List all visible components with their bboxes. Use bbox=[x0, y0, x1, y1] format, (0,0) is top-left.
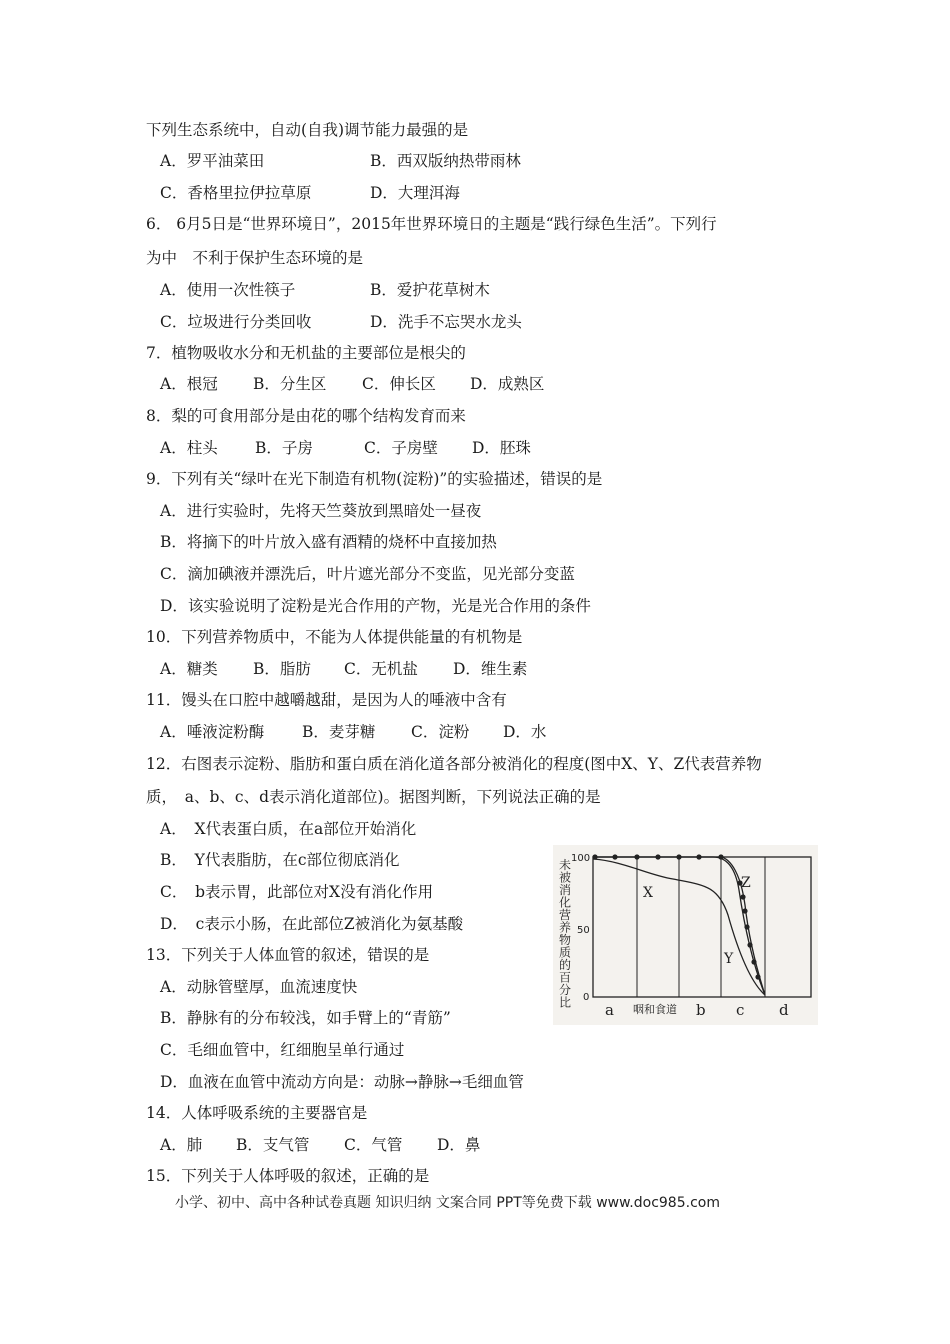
z-point bbox=[740, 894, 745, 899]
q11-stem: 11．馒头在口腔中越嚼越甜，是因为人的唾液中含有 bbox=[146, 691, 507, 709]
q6-option-a: A．使用一次性筷子 bbox=[160, 281, 296, 299]
q5-stem-tail: 下列生态系统中，自动(自我)调节能力最强的是 bbox=[146, 121, 469, 139]
q8-stem: 8．梨的可食用部分是由花的哪个结构发育而来 bbox=[146, 407, 466, 425]
q14-option-c: C．气管 bbox=[344, 1136, 403, 1154]
q11-option-b: B．麦芽糖 bbox=[302, 723, 376, 741]
z-point bbox=[751, 959, 756, 964]
q14-option-d: D．鼻 bbox=[437, 1136, 481, 1154]
q11-option-d: D．水 bbox=[503, 723, 547, 741]
q14-option-b: B．支气管 bbox=[236, 1136, 310, 1154]
z-point bbox=[676, 854, 681, 859]
segment-label-c: c bbox=[736, 1001, 745, 1019]
q13-option-a: A．动脉管壁厚，血流速度快 bbox=[160, 978, 358, 996]
segment-label-b: b bbox=[696, 1001, 706, 1019]
q6-stem-line2: 为中 不利于保护生态环境的是 bbox=[146, 249, 364, 267]
q9-option-a: A．进行实验时，先将天竺葵放到黑暗处一昼夜 bbox=[160, 502, 482, 520]
q13-option-d: D．血液在血管中流动方向是：动脉→静脉→毛细血管 bbox=[160, 1073, 524, 1091]
figure-ylabel: 未被消化营养物质的百分比 bbox=[559, 858, 572, 1010]
q11-option-a: A．唾液淀粉酶 bbox=[160, 723, 265, 741]
z-point bbox=[655, 854, 660, 859]
q11-option-c: C．淀粉 bbox=[411, 723, 470, 741]
q6-option-d: D．洗手不忘哭水龙头 bbox=[370, 313, 522, 331]
ytick-50: 50 bbox=[577, 925, 590, 936]
q8-option-d: D．胚珠 bbox=[472, 439, 531, 457]
q14-stem: 14．人体呼吸系统的主要器官是 bbox=[146, 1104, 368, 1122]
ytick-100: 100 bbox=[571, 853, 591, 864]
q7-option-d: D．成熟区 bbox=[470, 375, 545, 393]
q6-stem-line1: 6． 6月5日是“世界环境日”，2015年世界环境日的主题是“践行绿色生活”。下列行 bbox=[146, 215, 717, 233]
q10-option-b: B．脂肪 bbox=[253, 660, 311, 678]
q10-option-d: D．维生素 bbox=[453, 660, 528, 678]
q7-option-c: C．伸长区 bbox=[362, 375, 436, 393]
z-point bbox=[592, 854, 597, 859]
curve-label-y: Y bbox=[724, 951, 734, 967]
q9-option-d: D．该实验说明了淀粉是光合作用的产物，光是光合作用的条件 bbox=[160, 597, 591, 615]
q7-option-a: A．根冠 bbox=[160, 375, 218, 393]
q10-option-a: A．糖类 bbox=[160, 660, 218, 678]
q5-option-b: B．西双版纳热带雨林 bbox=[370, 152, 521, 170]
digestion-figure-svg bbox=[553, 845, 818, 1025]
z-point bbox=[718, 854, 723, 859]
q7-option-b: B．分生区 bbox=[253, 375, 327, 393]
z-point bbox=[742, 908, 747, 913]
ytick-0: 0 bbox=[583, 992, 590, 1003]
footer-ad: 小学、初中、高中各种试卷真题 知识归纳 文案合同 PPT等免费下载 www.doc985.com bbox=[175, 1195, 720, 1211]
q15-stem: 15．下列关于人体呼吸的叙述，正确的是 bbox=[146, 1167, 430, 1185]
q9-stem: 9．下列有关“绿叶在光下制造有机物(淀粉)”的实验描述，错误的是 bbox=[146, 470, 603, 488]
q12-stem-line1: 12．右图表示淀粉、脂肪和蛋白质在消化道各部分被消化的程度(图中X、Y、Z代表营养物 bbox=[146, 755, 762, 773]
z-point bbox=[696, 854, 701, 859]
curve-label-x: X bbox=[643, 885, 653, 901]
q12-option-c: C． b表示胃，此部位对X没有消化作用 bbox=[160, 883, 434, 901]
segment-label-pharynx: 咽和食道 bbox=[633, 1003, 677, 1016]
q9-option-c: C．滴加碘液并漂洗后，叶片遮光部分不变监，见光部分变蓝 bbox=[160, 565, 575, 583]
figure-frame bbox=[593, 857, 811, 997]
z-point bbox=[747, 942, 752, 947]
q8-option-b: B．子房 bbox=[255, 439, 313, 457]
digestion-figure bbox=[553, 845, 818, 1025]
q13-stem: 13．下列关于人体血管的叙述，错误的是 bbox=[146, 946, 430, 964]
z-point bbox=[634, 854, 639, 859]
z-point bbox=[755, 974, 760, 979]
z-point bbox=[744, 924, 749, 929]
curve-z-markers bbox=[592, 854, 760, 979]
q13-option-c: C．毛细血管中，红细胞呈单行通过 bbox=[160, 1041, 405, 1059]
q12-option-a: A． X代表蛋白质，在a部位开始消化 bbox=[160, 820, 417, 838]
q6-option-b: B．爱护花草树木 bbox=[370, 281, 490, 299]
q12-option-d: D． c表示小肠，在此部位Z被消化为氨基酸 bbox=[160, 915, 464, 933]
curve-label-z: Z bbox=[741, 875, 751, 891]
q5-option-d: D．大理洱海 bbox=[370, 184, 460, 202]
q10-stem: 10．下列营养物质中，不能为人体提供能量的有机物是 bbox=[146, 628, 523, 646]
q12-stem-line2: 质， a、b、c、d表示消化道部位)。据图判断，下列说法正确的是 bbox=[146, 788, 601, 806]
segment-label-a: a bbox=[605, 1001, 614, 1019]
q7-stem: 7．植物吸收水分和无机盐的主要部位是根尖的 bbox=[146, 344, 466, 362]
q5-option-a: A．罗平油菜田 bbox=[160, 152, 265, 170]
q10-option-c: C．无机盐 bbox=[344, 660, 418, 678]
q8-option-c: C．子房壁 bbox=[364, 439, 438, 457]
q9-option-b: B．将摘下的叶片放入盛有酒精的烧杯中直接加热 bbox=[160, 533, 497, 551]
q5-option-c: C．香格里拉伊拉草原 bbox=[160, 184, 312, 202]
q14-option-a: A．肺 bbox=[160, 1136, 203, 1154]
q12-option-b: B． Y代表脂肪，在c部位彻底消化 bbox=[160, 851, 400, 869]
segment-label-d: d bbox=[779, 1001, 789, 1019]
q6-option-c: C．垃圾进行分类回收 bbox=[160, 313, 312, 331]
q8-option-a: A．柱头 bbox=[160, 439, 218, 457]
z-point bbox=[612, 854, 617, 859]
q13-option-b: B．静脉有的分布较浅，如手臂上的“青筋” bbox=[160, 1009, 451, 1027]
